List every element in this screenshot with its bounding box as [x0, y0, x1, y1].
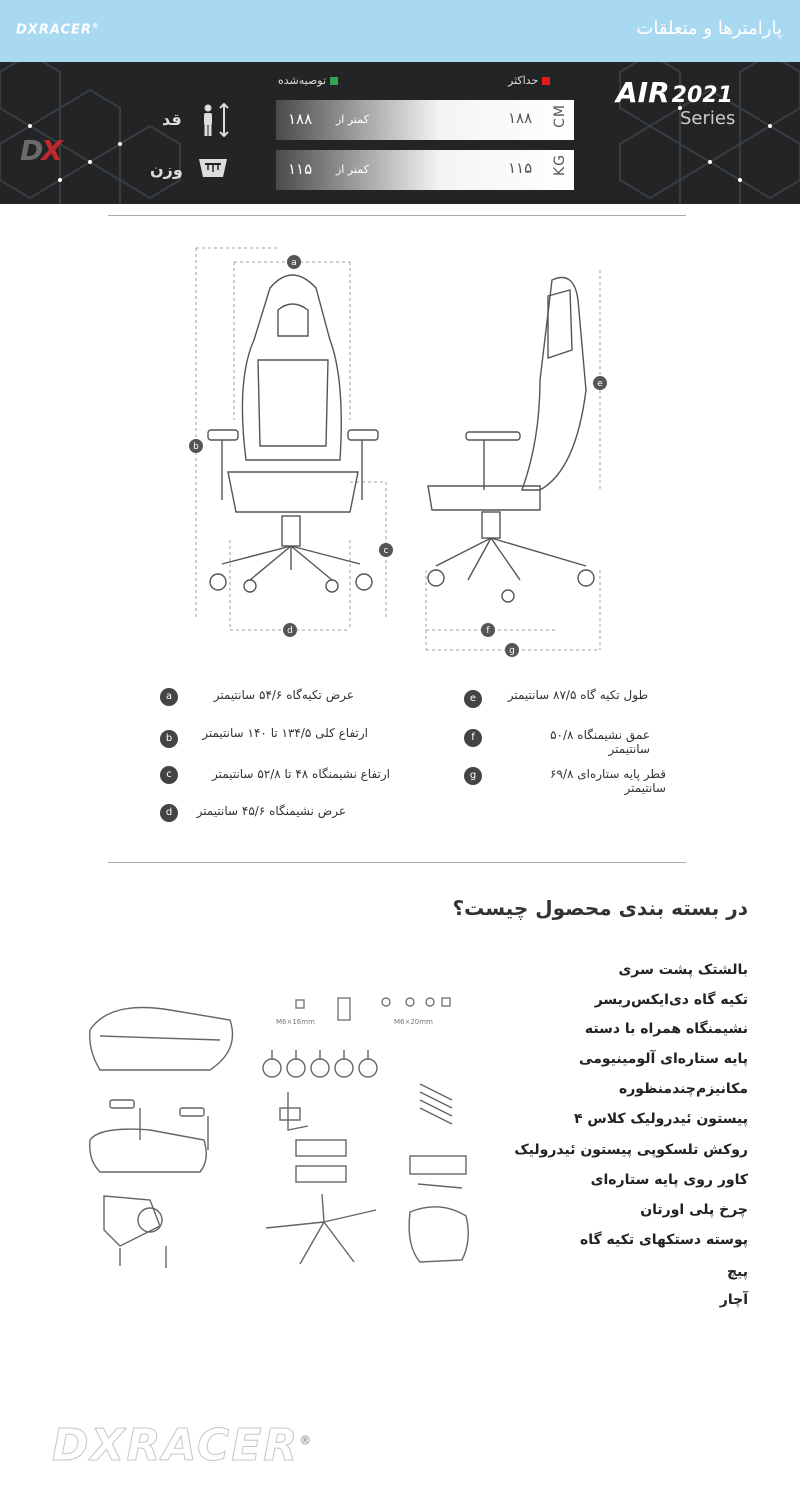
weight-label: وزن	[150, 160, 183, 179]
dimension-badge-f: f	[464, 729, 482, 747]
diagram-letter-c: c	[383, 546, 389, 556]
scale-icon	[196, 156, 230, 180]
footer-brand-logo	[52, 1420, 313, 1471]
legend-max	[508, 74, 550, 87]
legend-max-label: حداکثر	[508, 74, 539, 87]
package-item: روکش تلسکوپی پیستون ئیدرولیک	[514, 1142, 748, 1158]
bottom-divider	[108, 862, 686, 863]
diagram-letter-g: g	[509, 646, 515, 656]
footer-brand-text: DXRACER	[52, 1420, 300, 1471]
person-height-icon	[198, 102, 238, 142]
screw-label-2: M6×20mm	[394, 1018, 433, 1026]
package-item: پیچ	[726, 1264, 748, 1280]
legend-recommended-label: توصیه‌شده	[278, 74, 327, 87]
weight-metric	[150, 156, 240, 186]
diagram-letter-b: b	[193, 442, 199, 452]
diagram-letter-labels	[189, 255, 607, 657]
height-bar	[276, 100, 574, 140]
diagram-letter-d: d	[287, 626, 293, 636]
package-item: پوسته دستکهای تکیه گاه	[579, 1232, 748, 1248]
weight-recommended-value: ۱۱۵	[288, 160, 313, 178]
brand-logo-text: DXRACER	[16, 22, 92, 38]
height-metric	[162, 106, 242, 136]
height-unit: CM	[552, 104, 568, 128]
dimension-text-c: ارتفاع نشیمنگاه ۴۸ تا ۵۲/۸ سانتیمتر	[212, 767, 390, 781]
diagram-letter-f: f	[486, 626, 490, 636]
dimension-text-b: ارتفاع کلی ۱۳۴/۵ تا ۱۴۰ سانتیمتر	[202, 726, 368, 740]
air-logo-text: AIR	[616, 76, 670, 109]
package-item: بالشتک پشت سری	[618, 962, 748, 978]
height-label: قد	[162, 110, 182, 129]
dimension-badge-g: g	[464, 767, 482, 785]
dimension-text-f: عمق نشیمنگاه ۵۰/۸ سانتیمتر	[550, 728, 650, 756]
series-label: Series	[680, 108, 736, 129]
package-item: پیستون ئیدرولیک کلاس ۴	[573, 1111, 748, 1127]
dimension-badge-c: c	[160, 766, 178, 784]
parameters-panel	[0, 62, 800, 204]
package-item: پایه ستاره‌ای آلومینیومی	[579, 1051, 748, 1067]
air-series-logo	[616, 76, 733, 109]
dx-logo	[20, 134, 61, 167]
package-item: آچار	[719, 1292, 748, 1308]
package-title: در بسته بندی محصول چیست؟	[452, 896, 748, 920]
dimension-badge-a: a	[160, 688, 178, 706]
brand-registered-mark: ®	[91, 22, 100, 30]
package-parts-illustration	[80, 990, 480, 1290]
dimension-text-a: عرض تکیه‌گاه ۵۴/۶ سانتیمتر	[213, 688, 354, 702]
dimension-text-d: عرض نشیمنگاه ۴۵/۶ سانتیمتر	[196, 804, 346, 818]
height-max-value: ۱۸۸	[508, 109, 533, 127]
top-divider	[108, 215, 686, 216]
weight-unit: KG	[552, 154, 568, 177]
weight-max-value: ۱۱۵	[508, 159, 533, 177]
height-recommended-value: ۱۸۸	[288, 110, 313, 128]
diagram-letter-e: e	[597, 379, 603, 389]
chair-dimension-diagram	[0, 240, 800, 660]
dimension-badge-d: d	[160, 804, 178, 822]
height-recommended-prefix: کمتر از	[336, 113, 369, 126]
footer-registered-mark: ®	[299, 1433, 314, 1448]
dimension-badge-b: b	[160, 730, 178, 748]
package-item: چرخ پلی اورتان	[640, 1202, 748, 1218]
diagram-letter-a: a	[291, 258, 297, 268]
dimension-text-g: قطر پایه ستاره‌ای ۶۹/۸ سانتیمتر	[550, 767, 666, 795]
weight-recommended-prefix: کمتر از	[336, 163, 369, 176]
screw-label-1: M6×16mm	[276, 1018, 315, 1026]
dx-logo-d: D	[20, 134, 42, 167]
dx-logo-x: X	[41, 134, 61, 167]
package-item: تکیه گاه دی‌ایکس‌ریسر	[594, 992, 748, 1008]
legend-recommended	[278, 74, 338, 87]
air-logo-year: 2021	[671, 83, 733, 108]
header-bar	[0, 0, 800, 62]
page-title: پارامترها و متعلقات	[636, 18, 782, 39]
red-square-icon	[542, 77, 550, 85]
green-square-icon	[330, 77, 338, 85]
package-item: کاور روی پایه ستاره‌ای	[590, 1172, 748, 1188]
dimension-text-e: طول تکیه گاه ۸۷/۵ سانتیمتر	[507, 688, 648, 702]
weight-bar	[276, 150, 574, 190]
package-item: مکانیزم‌چندمنظوره	[618, 1081, 748, 1097]
brand-logo[interactable]	[16, 22, 100, 37]
package-item: نشیمنگاه همراه با دسته	[584, 1021, 748, 1037]
dimension-badge-e: e	[464, 690, 482, 708]
